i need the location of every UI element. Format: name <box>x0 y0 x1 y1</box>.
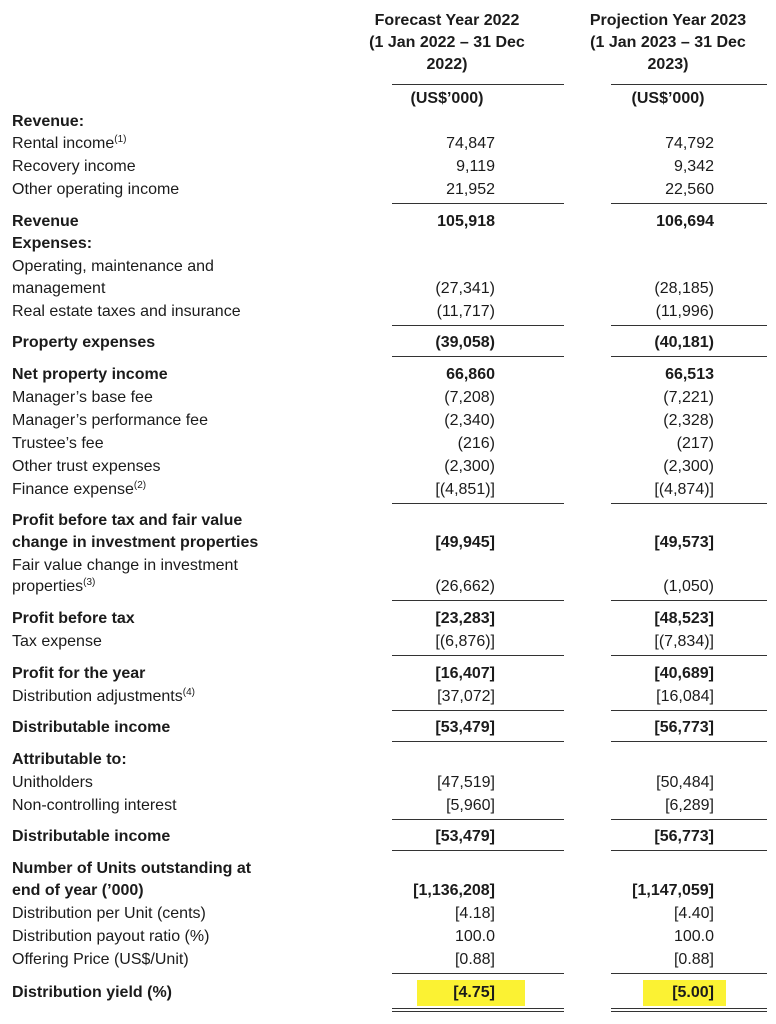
subtotal-rule <box>611 503 767 504</box>
section-heading: Expenses: <box>12 235 93 252</box>
column-title-line: (1 Jan 2023 – 31 Dec <box>590 34 746 51</box>
cell-value: 74,792 <box>665 135 714 152</box>
cell-value: (2,340) <box>444 412 495 429</box>
cell-value: (39,058) <box>435 334 495 351</box>
cell-value: [53,479] <box>435 828 495 845</box>
cell-value: (216) <box>457 435 495 452</box>
cell-value: [4.18] <box>454 905 495 922</box>
row-label: Manager’s performance fee <box>12 412 208 429</box>
cell-value: [4.75] <box>453 984 495 1001</box>
cell-value: [48,523] <box>654 610 714 627</box>
cell-value: (7,208) <box>444 389 495 406</box>
header-rule <box>611 84 767 85</box>
subtotal-rule <box>392 356 564 357</box>
row-label: Number of Units outstanding at <box>12 860 252 877</box>
subtotal-rule <box>611 600 767 601</box>
cell-value: (26,662) <box>435 578 495 595</box>
subtotal-rule <box>392 741 564 742</box>
header-rule <box>392 84 564 85</box>
cell-value: 66,860 <box>446 366 495 383</box>
double-rule <box>392 1011 564 1012</box>
cell-value: 106,694 <box>656 213 714 230</box>
cell-value: [50,484] <box>656 774 714 791</box>
cell-value: 100.0 <box>673 928 714 945</box>
subtotal-rule <box>611 710 767 711</box>
cell-value: [49,573] <box>654 534 714 551</box>
subtotal-rule <box>611 203 767 204</box>
cell-value: (1,050) <box>663 578 714 595</box>
footnote-marker: (3) <box>83 577 96 588</box>
cell-value: [1,136,208] <box>413 882 495 899</box>
cell-value: [56,773] <box>654 828 714 845</box>
subtotal-rule <box>392 325 564 326</box>
cell-value: 74,847 <box>446 135 495 152</box>
row-label: Profit for the year <box>12 665 146 682</box>
cell-value: 9,342 <box>673 158 714 175</box>
row-label: Real estate taxes and insurance <box>12 303 241 320</box>
row-label: Finance expense$^{(2)}$ <box>12 480 147 498</box>
row-label: Distributable income <box>12 828 171 845</box>
cell-value: [1,147,059] <box>632 882 714 899</box>
row-label: Unitholders <box>12 774 93 791</box>
cell-value: (217) <box>676 435 714 452</box>
cell-value: (11,717) <box>436 303 495 320</box>
column-header-fy2023 <box>573 10 763 76</box>
cell-value: (2,300) <box>444 458 495 475</box>
column-title-line: (1 Jan 2022 – 31 Dec <box>369 34 525 51</box>
row-label: Manager’s base fee <box>12 389 153 406</box>
row-label: management <box>12 280 106 297</box>
cell-value: (11,996) <box>655 303 714 320</box>
row-label: Distribution payout ratio (%) <box>12 928 210 945</box>
cell-value: [0.88] <box>454 951 495 968</box>
cell-value: [16,084] <box>656 688 714 705</box>
row-label: Fair value change in investment <box>12 557 238 574</box>
cell-value: [16,407] <box>435 665 495 682</box>
cell-value: [5.00] <box>672 984 714 1001</box>
subtotal-rule <box>611 356 767 357</box>
cell-value: 9,119 <box>456 158 495 175</box>
column-title-line: Forecast Year 2022 <box>374 12 520 29</box>
subtotal-rule <box>392 203 564 204</box>
footnote-marker: (4) <box>182 687 195 698</box>
double-rule <box>611 1011 767 1012</box>
column-title-line: 2022) <box>426 56 468 73</box>
cell-value: [6,289] <box>665 797 714 814</box>
column-title-line: 2023) <box>647 56 689 73</box>
row-label: end of year (’000) <box>12 882 144 899</box>
row-label: Tax expense <box>12 633 102 650</box>
subtotal-rule <box>611 325 767 326</box>
cell-value: (7,221) <box>663 389 714 406</box>
unit-label-fy2022: (US$’000) <box>410 90 484 107</box>
cell-value: (40,181) <box>654 334 714 351</box>
row-label: Property expenses <box>12 334 156 351</box>
subtotal-rule <box>392 710 564 711</box>
cell-value: [40,689] <box>654 665 714 682</box>
row-label: Other trust expenses <box>12 458 161 475</box>
row-label: Other operating income <box>12 181 180 198</box>
subtotal-rule <box>611 973 767 974</box>
section-heading: Attributable to: <box>12 751 127 768</box>
subtotal-rule <box>611 655 767 656</box>
row-label: Revenue <box>12 213 79 230</box>
row-label: change in investment properties <box>12 534 259 551</box>
row-label: Distribution per Unit (cents) <box>12 905 206 922</box>
row-label: Distribution adjustments$^{(4)}$ <box>12 687 195 705</box>
cell-value: (2,328) <box>663 412 714 429</box>
cell-value: 100.0 <box>454 928 495 945</box>
cell-value: 22,560 <box>665 181 714 198</box>
cell-value: [0.88] <box>673 951 714 968</box>
section-heading: Revenue: <box>12 113 85 130</box>
subtotal-rule <box>611 741 767 742</box>
subtotal-rule <box>392 655 564 656</box>
cell-value: [4.40] <box>673 905 714 922</box>
row-label: Distributable income <box>12 719 171 736</box>
cell-value: (27,341) <box>435 280 495 297</box>
subtotal-rule <box>611 850 767 851</box>
cell-value: [5,960] <box>446 797 495 814</box>
row-label: Operating, maintenance and <box>12 258 214 275</box>
row-label: Profit before tax and fair value <box>12 512 243 529</box>
cell-value: 105,918 <box>437 213 495 230</box>
subtotal-rule <box>392 819 564 820</box>
subtotal-rule <box>392 850 564 851</box>
cell-value: [(4,851)] <box>435 481 495 498</box>
cell-value: [49,945] <box>435 534 495 551</box>
subtotal-rule <box>392 600 564 601</box>
row-label: Recovery income <box>12 158 136 175</box>
subtotal-rule <box>392 503 564 504</box>
row-label: Non-controlling interest <box>12 797 177 814</box>
cell-value: [56,773] <box>654 719 714 736</box>
double-rule <box>611 1008 767 1009</box>
column-title-line: Projection Year 2023 <box>589 12 747 29</box>
cell-value: [53,479] <box>435 719 495 736</box>
cell-value: 66,513 <box>665 366 714 383</box>
subtotal-rule <box>392 973 564 974</box>
footnote-marker: (2) <box>133 480 147 491</box>
row-label: Offering Price (US$/Unit) <box>12 951 189 968</box>
cell-value: [47,519] <box>437 774 495 791</box>
row-label: properties$^{(3)}$ <box>12 577 96 595</box>
footnote-marker: (1) <box>114 134 127 145</box>
cell-value: 21,952 <box>446 181 495 198</box>
row-label: Distribution yield (%) <box>12 984 172 1001</box>
cell-value: [(6,876)] <box>435 633 495 650</box>
cell-value: [(4,874)] <box>654 481 714 498</box>
row-label: Trustee’s fee <box>12 435 104 452</box>
cell-value: (2,300) <box>663 458 714 475</box>
row-label: Rental income$^{(1)}$ <box>12 134 127 152</box>
column-header-fy2022 <box>352 10 542 76</box>
cell-value: [23,283] <box>435 610 495 627</box>
double-rule <box>392 1008 564 1009</box>
cell-value: [(7,834)] <box>654 633 714 650</box>
cell-value: (28,185) <box>654 280 714 297</box>
row-label: Profit before tax <box>12 610 135 627</box>
cell-value: [37,072] <box>437 688 495 705</box>
subtotal-rule <box>611 819 767 820</box>
row-label: Net property income <box>12 366 168 383</box>
unit-label-fy2023: (US$’000) <box>631 90 705 107</box>
